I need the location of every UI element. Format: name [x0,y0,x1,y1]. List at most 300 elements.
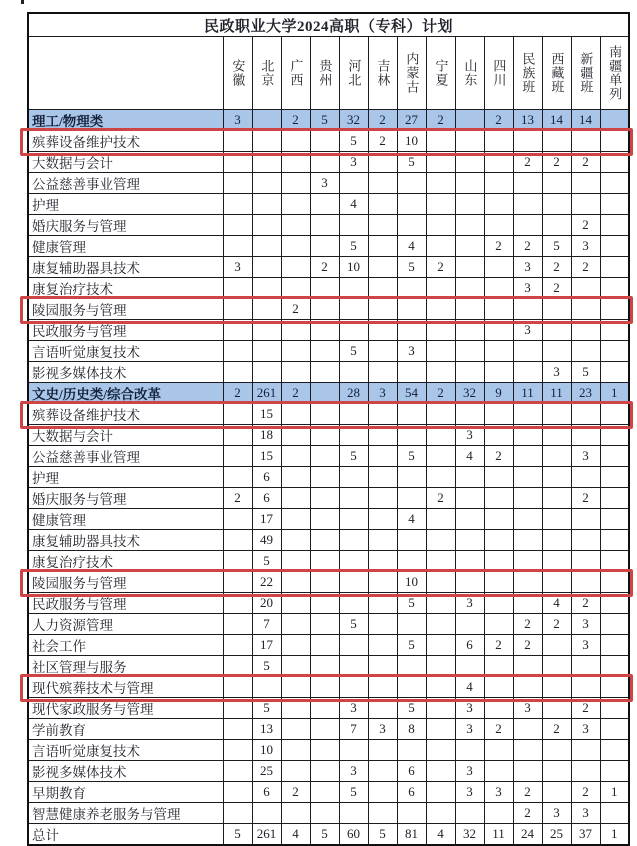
value-cell [542,467,571,488]
value-cell [426,173,455,194]
value-cell [339,173,368,194]
value-cell [368,761,397,782]
value-cell [223,803,252,824]
value-cell: 49 [252,530,281,551]
value-cell [368,698,397,719]
value-cell [281,257,310,278]
value-cell [368,257,397,278]
value-cell: 5 [339,341,368,362]
column-header-label: 山东 [462,59,478,87]
value-cell [455,236,484,257]
value-cell [368,614,397,635]
value-cell [426,320,455,341]
value-cell [310,488,339,509]
value-cell: 2 [281,299,310,320]
column-header-label: 河北 [346,59,362,87]
value-cell [513,761,542,782]
table-row [28,530,629,551]
value-cell [339,635,368,656]
value-cell [281,719,310,740]
value-cell [513,509,542,530]
value-cell [223,677,252,698]
value-cell [281,614,310,635]
value-cell [223,635,252,656]
row-label: 影视多媒体技术 [28,761,223,782]
value-cell: 5 [252,698,281,719]
row-label: 大数据与会计 [28,152,223,173]
value-cell: 32 [455,383,484,404]
table-row [28,551,629,572]
column-header [484,37,513,110]
value-cell [455,131,484,152]
row-label: 康复辅助器具技术 [28,257,223,278]
value-cell: 23 [571,383,600,404]
value-cell: 4 [339,194,368,215]
value-cell [368,278,397,299]
value-cell [310,299,339,320]
value-cell: 32 [455,824,484,846]
value-cell [252,110,281,131]
value-cell: 54 [397,383,426,404]
value-cell [223,299,252,320]
value-cell [513,677,542,698]
value-cell [484,362,513,383]
value-cell [339,677,368,698]
value-cell [571,131,600,152]
value-cell [455,257,484,278]
value-cell: 5 [339,782,368,803]
value-cell [600,341,629,362]
value-cell [513,425,542,446]
value-cell [484,131,513,152]
value-cell [600,761,629,782]
column-header [310,37,339,110]
table-row [28,677,629,698]
value-cell: 5 [542,236,571,257]
value-cell [542,320,571,341]
value-cell [542,677,571,698]
value-cell [397,215,426,236]
value-cell: 3 [571,803,600,824]
value-cell: 2 [542,614,571,635]
value-cell [397,425,426,446]
value-cell [310,467,339,488]
row-label: 康复治疗技术 [28,278,223,299]
value-cell [426,467,455,488]
value-cell [223,152,252,173]
value-cell [368,194,397,215]
value-cell [281,446,310,467]
value-cell: 3 [571,635,600,656]
value-cell [513,194,542,215]
row-label: 健康管理 [28,509,223,530]
value-cell [252,194,281,215]
value-cell [426,593,455,614]
value-cell: 10 [339,257,368,278]
value-cell [310,803,339,824]
value-cell [281,215,310,236]
value-cell [542,488,571,509]
row-label: 总计 [28,824,223,846]
value-cell [600,299,629,320]
value-cell [368,236,397,257]
value-cell [484,425,513,446]
table-row [28,173,629,194]
value-cell [426,362,455,383]
value-cell: 2 [571,257,600,278]
value-cell: 13 [252,719,281,740]
value-cell: 2 [484,236,513,257]
value-cell [484,614,513,635]
section-row [28,383,629,404]
total-row [28,824,629,846]
value-cell: 5 [571,362,600,383]
value-cell [310,614,339,635]
table-row [28,404,629,425]
value-cell [600,656,629,677]
value-cell: 2 [571,698,600,719]
value-cell [513,131,542,152]
row-label: 现代家政服务与管理 [28,698,223,719]
table-row [28,740,629,761]
value-cell [455,488,484,509]
value-cell [600,194,629,215]
value-cell [397,677,426,698]
value-cell [223,446,252,467]
value-cell [484,593,513,614]
value-cell [600,551,629,572]
value-cell [455,278,484,299]
value-cell [310,194,339,215]
value-cell [455,341,484,362]
value-cell [281,677,310,698]
value-cell: 4 [542,593,571,614]
value-cell [368,404,397,425]
value-cell: 2 [426,257,455,278]
value-cell [223,341,252,362]
value-cell [310,404,339,425]
value-cell [223,509,252,530]
value-cell [600,404,629,425]
value-cell [426,194,455,215]
value-cell: 3 [339,761,368,782]
value-cell: 37 [571,824,600,846]
table-row [28,278,629,299]
table-row [28,299,629,320]
table-row [28,656,629,677]
row-label: 人力资源管理 [28,614,223,635]
value-cell [310,698,339,719]
column-header-label: 宁夏 [433,59,449,87]
value-cell: 5 [252,656,281,677]
value-cell [310,152,339,173]
value-cell [571,761,600,782]
column-header [368,37,397,110]
value-cell: 3 [339,152,368,173]
row-label: 民政服务与管理 [28,320,223,341]
value-cell [368,740,397,761]
value-cell [455,614,484,635]
value-cell [252,152,281,173]
value-cell [542,173,571,194]
value-cell [600,509,629,530]
value-cell: 3 [571,236,600,257]
value-cell: 2 [542,719,571,740]
value-cell [368,362,397,383]
value-cell [571,530,600,551]
value-cell: 3 [368,719,397,740]
value-cell [223,467,252,488]
value-cell [310,446,339,467]
value-cell [252,320,281,341]
value-cell: 3 [223,257,252,278]
value-cell [339,530,368,551]
value-cell [397,299,426,320]
value-cell [281,740,310,761]
table-row [28,803,629,824]
value-cell: 2 [542,278,571,299]
value-cell [600,593,629,614]
value-cell [426,425,455,446]
value-cell [252,299,281,320]
value-cell [426,677,455,698]
column-header-label: 西藏班 [549,52,565,94]
value-cell: 3 [571,614,600,635]
value-cell [426,446,455,467]
value-cell [426,740,455,761]
value-cell [542,194,571,215]
value-cell [600,719,629,740]
value-cell [397,656,426,677]
row-label: 殡葬设备维护技术 [28,404,223,425]
value-cell: 28 [339,383,368,404]
value-cell: 4 [455,446,484,467]
value-cell [252,341,281,362]
value-cell [310,341,339,362]
value-cell [281,425,310,446]
value-cell [339,740,368,761]
value-cell: 4 [397,509,426,530]
value-cell: 2 [484,635,513,656]
value-cell: 2 [484,110,513,131]
value-cell [310,656,339,677]
value-cell [339,215,368,236]
value-cell [513,488,542,509]
value-cell [484,698,513,719]
value-cell [223,761,252,782]
value-cell [223,404,252,425]
value-cell [484,656,513,677]
value-cell [455,404,484,425]
value-cell: 8 [397,719,426,740]
value-cell [455,803,484,824]
value-cell: 5 [397,635,426,656]
value-cell: 10 [397,572,426,593]
value-cell [310,740,339,761]
value-cell [281,131,310,152]
column-header-label: 民族班 [520,52,536,94]
value-cell [223,698,252,719]
value-cell [571,299,600,320]
table-row [28,782,629,803]
table-row [28,257,629,278]
value-cell: 2 [281,110,310,131]
value-cell [310,362,339,383]
value-cell [281,698,310,719]
value-cell: 3 [455,782,484,803]
value-cell: 3 [571,719,600,740]
value-cell [281,572,310,593]
value-cell [223,572,252,593]
value-cell: 6 [397,782,426,803]
column-header [281,37,310,110]
row-label: 婚庆服务与管理 [28,215,223,236]
column-header-label: 新疆班 [578,52,594,94]
value-cell [484,194,513,215]
value-cell: 13 [513,110,542,131]
row-label: 言语听觉康复技术 [28,740,223,761]
value-cell [455,173,484,194]
value-cell [571,320,600,341]
value-cell: 3 [455,761,484,782]
value-cell [426,656,455,677]
value-cell: 2 [571,593,600,614]
value-cell [281,320,310,341]
value-cell [426,236,455,257]
value-cell: 6 [397,761,426,782]
value-cell [252,257,281,278]
value-cell: 3 [455,593,484,614]
value-cell [223,530,252,551]
value-cell: 10 [252,740,281,761]
column-header [542,37,571,110]
value-cell [484,761,513,782]
value-cell [600,278,629,299]
value-cell [571,278,600,299]
value-cell [310,236,339,257]
value-cell: 27 [397,110,426,131]
value-cell [426,404,455,425]
value-cell [281,404,310,425]
value-cell: 24 [513,824,542,846]
value-cell [281,278,310,299]
value-cell: 17 [252,635,281,656]
value-cell [368,446,397,467]
value-cell [223,551,252,572]
value-cell [513,446,542,467]
value-cell [281,341,310,362]
value-cell [484,488,513,509]
value-cell: 25 [252,761,281,782]
value-cell [368,341,397,362]
value-cell [223,593,252,614]
value-cell [368,173,397,194]
value-cell [542,131,571,152]
row-label: 文史/历史类/综合改革 [28,383,223,404]
row-label: 社会工作 [28,635,223,656]
value-cell [310,551,339,572]
value-cell [223,782,252,803]
value-cell [513,173,542,194]
value-cell [368,572,397,593]
value-cell [339,656,368,677]
value-cell: 32 [339,110,368,131]
value-cell [252,215,281,236]
value-cell [426,278,455,299]
column-header-label: 北京 [259,59,275,87]
value-cell [484,299,513,320]
value-cell: 6 [252,467,281,488]
value-cell [339,404,368,425]
value-cell [310,782,339,803]
column-header-label: 贵州 [317,59,333,87]
section-row [28,110,629,131]
value-cell [484,509,513,530]
table-row [28,572,629,593]
value-cell: 11 [513,383,542,404]
value-cell [455,194,484,215]
value-cell [455,740,484,761]
column-header-label: 南疆单列 [607,45,623,101]
column-header [397,37,426,110]
value-cell [513,215,542,236]
value-cell [600,635,629,656]
value-cell [571,341,600,362]
value-cell [455,152,484,173]
value-cell [426,299,455,320]
value-cell [397,320,426,341]
value-cell [368,593,397,614]
value-cell: 2 [571,152,600,173]
column-header [455,37,484,110]
row-label: 言语听觉康复技术 [28,341,223,362]
value-cell [397,362,426,383]
value-cell [542,446,571,467]
title-row [28,13,629,37]
value-cell: 3 [542,803,571,824]
value-cell [571,194,600,215]
value-cell [542,215,571,236]
value-cell [455,551,484,572]
value-cell [281,467,310,488]
value-cell [455,299,484,320]
value-cell [397,467,426,488]
value-cell: 3 [368,383,397,404]
column-header-label: 吉林 [375,59,391,87]
value-cell: 5 [223,824,252,846]
value-cell: 3 [542,362,571,383]
value-cell: 3 [513,320,542,341]
row-label: 健康管理 [28,236,223,257]
value-cell: 11 [542,383,571,404]
value-cell [542,740,571,761]
table-row [28,236,629,257]
value-cell [571,173,600,194]
value-cell [223,131,252,152]
column-header [513,37,542,110]
value-cell: 2 [571,488,600,509]
value-cell [455,110,484,131]
value-cell [600,320,629,341]
table-row [28,719,629,740]
table-row [28,362,629,383]
table-row [28,761,629,782]
value-cell [426,341,455,362]
value-cell [252,803,281,824]
value-cell [252,236,281,257]
value-cell [571,572,600,593]
table-row [28,320,629,341]
